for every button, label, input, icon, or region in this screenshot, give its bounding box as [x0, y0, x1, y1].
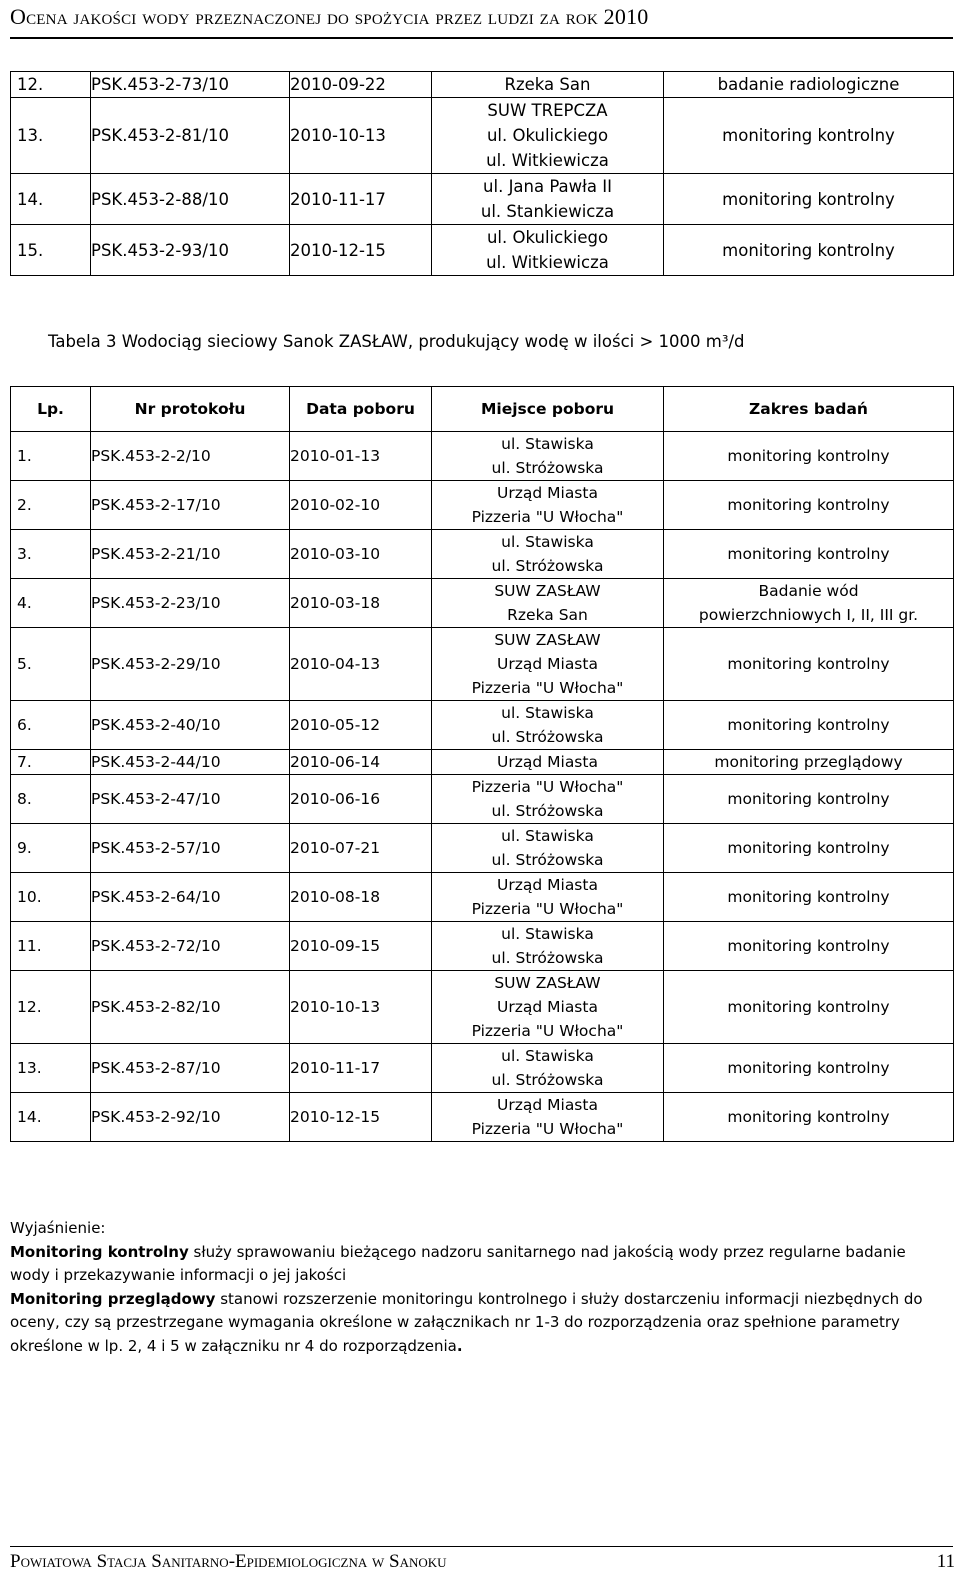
cell-protocol-number: PSK.453-2-21/10 — [91, 530, 290, 579]
cell-scope: monitoring kontrolny — [664, 971, 954, 1044]
cell-protocol-number: PSK.453-2-93/10 — [91, 225, 290, 276]
cell-lp: 8. — [11, 775, 91, 824]
cell-sampling-date: 2010-11-17 — [290, 174, 432, 225]
cell-scope: monitoring kontrolny — [664, 1093, 954, 1142]
table-row — [11, 701, 954, 750]
table-row — [11, 1044, 954, 1093]
cell-protocol-number: PSK.453-2-2/10 — [91, 432, 290, 481]
table-row — [11, 922, 954, 971]
cell-lp: 14. — [11, 174, 91, 225]
cell-scope: monitoring kontrolny — [664, 873, 954, 922]
cell-sampling-place: SUW ZASŁAW Rzeka San — [432, 579, 664, 628]
table3 — [10, 386, 954, 1142]
cell-scope: Badanie wód powierzchniowych I, II, III gr. — [664, 579, 954, 628]
cell-scope: monitoring przeglądowy — [664, 750, 954, 775]
cell-sampling-place: Urząd Miasta Pizzeria "U Włocha" — [432, 1093, 664, 1142]
cell-sampling-place: ul. Stawiska ul. Stróżowska — [432, 824, 664, 873]
cell-sampling-place: SUW ZASŁAW Urząd Miasta Pizzeria "U Włocha" — [432, 971, 664, 1044]
cell-scope: monitoring kontrolny — [664, 775, 954, 824]
footer-organization: Powiatowa Stacja Sanitarno-Epidemiologiczna w Sanoku — [10, 1551, 447, 1572]
cell-scope: monitoring kontrolny — [664, 701, 954, 750]
table-row — [11, 432, 954, 481]
explanation-heading: Wyjaśnienie: — [10, 1219, 106, 1237]
cell-sampling-date: 2010-12-15 — [290, 1093, 432, 1142]
cell-lp: 12. — [11, 971, 91, 1044]
table-row — [11, 530, 954, 579]
cell-lp: 15. — [11, 225, 91, 276]
cell-scope: badanie radiologiczne — [664, 72, 954, 98]
cell-lp: 5. — [11, 628, 91, 701]
cell-lp: 11. — [11, 922, 91, 971]
cell-protocol-number: PSK.453-2-92/10 — [91, 1093, 290, 1142]
cell-lp: 13. — [11, 1044, 91, 1093]
table-row — [11, 1093, 954, 1142]
header-rule — [10, 37, 953, 39]
table-row — [11, 628, 954, 701]
cell-lp: 9. — [11, 824, 91, 873]
cell-sampling-place: SUW TREPCZA ul. Okulickiego ul. Witkiewicza — [432, 98, 664, 174]
table3-caption: Tabela 3 Wodociąg sieciowy Sanok ZASŁAW, produkujący wodę w ilości > 1000 m³/d — [48, 332, 745, 351]
cell-sampling-place: SUW ZASŁAW Urząd Miasta Pizzeria "U Włocha" — [432, 628, 664, 701]
table-row — [11, 579, 954, 628]
cell-protocol-number: PSK.453-2-87/10 — [91, 1044, 290, 1093]
cell-sampling-place: ul. Stawiska ul. Stróżowska — [432, 701, 664, 750]
cell-sampling-date: 2010-06-16 — [290, 775, 432, 824]
cell-sampling-date: 2010-05-12 — [290, 701, 432, 750]
cell-lp: 3. — [11, 530, 91, 579]
cell-sampling-place: ul. Jana Pawła II ul. Stankiewicza — [432, 174, 664, 225]
cell-scope: monitoring kontrolny — [664, 174, 954, 225]
cell-sampling-place: ul. Okulickiego ul. Witkiewicza — [432, 225, 664, 276]
table-row — [11, 72, 954, 98]
cell-sampling-date: 2010-02-10 — [290, 481, 432, 530]
table-row — [11, 750, 954, 775]
cell-sampling-place: Urząd Miasta Pizzeria "U Włocha" — [432, 481, 664, 530]
cell-scope: monitoring kontrolny — [664, 628, 954, 701]
cell-scope: monitoring kontrolny — [664, 98, 954, 174]
cell-protocol-number: PSK.453-2-88/10 — [91, 174, 290, 225]
header-scope: Zakres badań — [664, 387, 954, 432]
cell-sampling-date: 2010-12-15 — [290, 225, 432, 276]
cell-sampling-date: 2010-09-22 — [290, 72, 432, 98]
cell-protocol-number: PSK.453-2-47/10 — [91, 775, 290, 824]
cell-sampling-date: 2010-01-13 — [290, 432, 432, 481]
cell-scope: monitoring kontrolny — [664, 432, 954, 481]
cell-sampling-place: Urząd Miasta Pizzeria "U Włocha" — [432, 873, 664, 922]
header-lp: Lp. — [11, 387, 91, 432]
cell-sampling-place: Rzeka San — [432, 72, 664, 98]
page-number: 11 — [936, 1551, 955, 1572]
explanation — [10, 1217, 950, 1358]
cell-sampling-date: 2010-07-21 — [290, 824, 432, 873]
cell-sampling-date: 2010-03-18 — [290, 579, 432, 628]
cell-scope: monitoring kontrolny — [664, 1044, 954, 1093]
table3-header-row — [11, 387, 954, 432]
cell-protocol-number: PSK.453-2-73/10 — [91, 72, 290, 98]
cell-lp: 10. — [11, 873, 91, 922]
table-row — [11, 824, 954, 873]
table-row — [11, 98, 954, 174]
cell-lp: 12. — [11, 72, 91, 98]
cell-sampling-place: ul. Stawiska ul. Stróżowska — [432, 530, 664, 579]
cell-protocol-number: PSK.453-2-40/10 — [91, 701, 290, 750]
cell-sampling-place: Pizzeria "U Włocha" ul. Stróżowska — [432, 775, 664, 824]
cell-sampling-place: ul. Stawiska ul. Stróżowska — [432, 1044, 664, 1093]
cell-scope: monitoring kontrolny — [664, 481, 954, 530]
explanation-paragraph-2: Monitoring przeglądowy stanowi rozszerzenie monitoringu kontrolnego i służy dostarczeniu informacji niezbędnych do oceny, czy są przestrzegane wymagania określone w załącznikach nr 1-3 do rozporządzenia oraz spełnione parametry określone w lp. 2, 4 i 5 w załączniku nr 4 do rozporządzenia. — [10, 1289, 923, 1355]
table-row — [11, 481, 954, 530]
table-row — [11, 225, 954, 276]
cell-lp: 14. — [11, 1093, 91, 1142]
cell-protocol-number: PSK.453-2-57/10 — [91, 824, 290, 873]
cell-sampling-date: 2010-06-14 — [290, 750, 432, 775]
footer-rule — [10, 1546, 953, 1547]
cell-protocol-number: PSK.453-2-44/10 — [91, 750, 290, 775]
cell-scope: monitoring kontrolny — [664, 225, 954, 276]
cell-lp: 2. — [11, 481, 91, 530]
cell-lp: 7. — [11, 750, 91, 775]
cell-lp: 4. — [11, 579, 91, 628]
cell-protocol-number: PSK.453-2-81/10 — [91, 98, 290, 174]
cell-lp: 13. — [11, 98, 91, 174]
cell-sampling-place: ul. Stawiska ul. Stróżowska — [432, 922, 664, 971]
cell-protocol-number: PSK.453-2-29/10 — [91, 628, 290, 701]
header-nr: Nr protokołu — [91, 387, 290, 432]
cell-sampling-date: 2010-10-13 — [290, 98, 432, 174]
cell-sampling-date: 2010-08-18 — [290, 873, 432, 922]
header-date: Data poboru — [290, 387, 432, 432]
cell-protocol-number: PSK.453-2-64/10 — [91, 873, 290, 922]
cell-sampling-date: 2010-09-15 — [290, 922, 432, 971]
cell-protocol-number: PSK.453-2-72/10 — [91, 922, 290, 971]
term-monitoring-kontrolny: Monitoring kontrolny — [10, 1242, 189, 1261]
page-header: Ocena jakości wody przeznaczonej do spożycia przez ludzi za rok 2010 — [10, 4, 649, 29]
explanation-paragraph-1: Monitoring kontrolny służy sprawowaniu bieżącego nadzoru sanitarnego nad jakością wody przez regularne badanie wody i przekazywanie informacji o jej jakości — [10, 1242, 906, 1284]
cell-sampling-date: 2010-10-13 — [290, 971, 432, 1044]
cell-protocol-number: PSK.453-2-23/10 — [91, 579, 290, 628]
table-row — [11, 174, 954, 225]
cell-protocol-number: PSK.453-2-82/10 — [91, 971, 290, 1044]
table-row — [11, 873, 954, 922]
sampling-table-continued — [10, 71, 954, 276]
cell-sampling-place: Urząd Miasta — [432, 750, 664, 775]
cell-protocol-number: PSK.453-2-17/10 — [91, 481, 290, 530]
table-row — [11, 775, 954, 824]
header-place: Miejsce poboru — [432, 387, 664, 432]
cell-scope: monitoring kontrolny — [664, 922, 954, 971]
cell-lp: 1. — [11, 432, 91, 481]
cell-scope: monitoring kontrolny — [664, 824, 954, 873]
cell-sampling-date: 2010-11-17 — [290, 1044, 432, 1093]
page-footer — [10, 1551, 955, 1573]
cell-sampling-date: 2010-04-13 — [290, 628, 432, 701]
term-monitoring-przegladowy: Monitoring przeglądowy — [10, 1289, 216, 1308]
cell-sampling-date: 2010-03-10 — [290, 530, 432, 579]
cell-sampling-place: ul. Stawiska ul. Stróżowska — [432, 432, 664, 481]
cell-lp: 6. — [11, 701, 91, 750]
cell-scope: monitoring kontrolny — [664, 530, 954, 579]
table-row — [11, 971, 954, 1044]
